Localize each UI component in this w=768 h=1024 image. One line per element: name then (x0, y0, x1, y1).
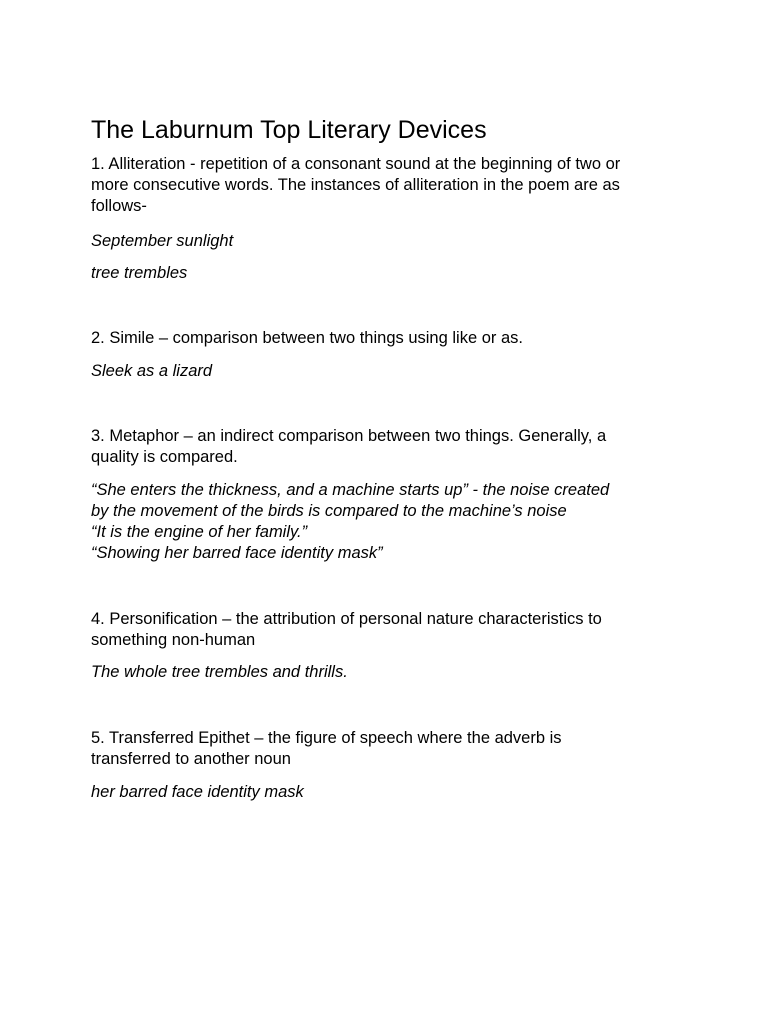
simile-example (91, 361, 691, 382)
example-line: “Showing her barred face identity mask” (91, 544, 383, 562)
example-line: by the movement of the birds is compared to the machine’s noise (91, 502, 567, 520)
section-personification-heading (91, 609, 691, 651)
section-metaphor-heading (91, 426, 691, 468)
example-line: September sunlight (91, 232, 234, 250)
example-line: “She enters the thickness, and a machine starts up” - the noise created (91, 481, 610, 499)
example-line: tree trembles (91, 264, 188, 282)
personification-example (91, 662, 691, 683)
alliteration-example (91, 231, 691, 252)
text-line: quality is compared. (91, 448, 238, 466)
text-line: 5. Transferred Epithet – the figure of speech where the adverb is (91, 729, 562, 747)
example-line: “It is the engine of her family.” (91, 523, 308, 541)
section-transferred-epithet-heading (91, 728, 691, 770)
section-alliteration-heading (91, 154, 691, 217)
text-line: transferred to another noun (91, 750, 291, 768)
text-line: follows- (91, 197, 147, 215)
page-title: The Laburnum Top Literary Devices (91, 116, 487, 144)
metaphor-examples (91, 480, 691, 564)
example-line: her barred face identity mask (91, 783, 304, 801)
transferred-epithet-example (91, 782, 691, 803)
text-line: 1. Alliteration - repetition of a consonant sound at the beginning of two or (91, 155, 621, 173)
example-line: Sleek as a lizard (91, 362, 213, 380)
section-simile-heading (91, 328, 691, 349)
text-line: something non-human (91, 631, 256, 649)
text-line: 4. Personification – the attribution of personal nature characteristics to (91, 610, 602, 628)
text-line: 3. Metaphor – an indirect comparison between two things. Generally, a (91, 427, 607, 445)
example-line: The whole tree trembles and thrills. (91, 663, 348, 681)
text-line: 2. Simile – comparison between two things using like or as. (91, 329, 523, 347)
alliteration-example (91, 263, 691, 284)
text-line: more consecutive words. The instances of alliteration in the poem are as (91, 176, 620, 194)
